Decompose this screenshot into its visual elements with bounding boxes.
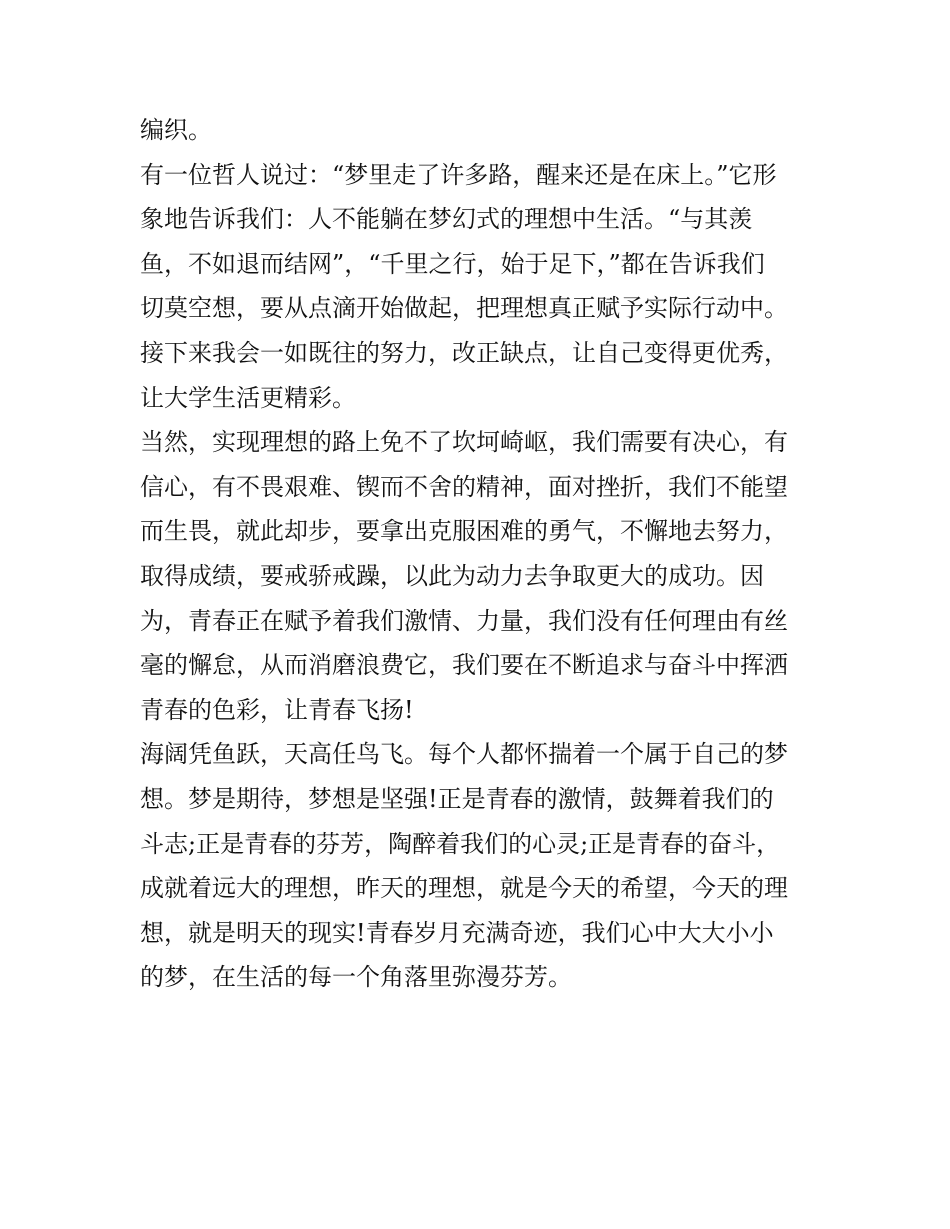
text-line: 而生畏，就此却步，要拿出克服困难的勇气，不懈地去努力， <box>140 517 788 546</box>
text-line: 青春的色彩，让青春飞扬! <box>140 695 414 724</box>
text-line: 的梦，在生活的每一个角落里弥漫芬芳。 <box>140 963 572 992</box>
text-line: 海阔凭鱼跃，天高任鸟飞。每个人都怀揣着一个属于自己的梦 <box>140 740 788 769</box>
text-line: 象地告诉我们：人不能躺在梦幻式的理想中生活。“与其羡 <box>140 205 753 234</box>
text-line: 鱼，不如退而结网”，“千里之行，始于足下，”都在告诉我们 <box>140 249 765 278</box>
text-line: 斗志;正是青春的芬芳，陶醉着我们的心灵;正是青春的奋斗， <box>140 829 781 858</box>
text-line: 编织。 <box>140 116 212 144</box>
text-line: 成就着远大的理想，昨天的理想，就是今天的希望，今天的理 <box>140 874 788 903</box>
text-line: 信心，有不畏艰难、锲而不舍的精神，面对挫折，我们不能望 <box>140 472 788 501</box>
text-line: 想，就是明天的现实!青春岁月充满奇迹，我们心中大大小小 <box>140 918 774 947</box>
text-line: 为，青春正在赋予着我们激情、力量，我们没有任何理由有丝 <box>140 606 788 635</box>
text-line: 接下来我会一如既往的努力，改正缺点，让自己变得更优秀， <box>140 338 788 367</box>
text-line: 让大学生活更精彩。 <box>140 383 356 412</box>
text-line: 取得成绩，要戒骄戒躁，以此为动力去争取更大的成功。因 <box>140 561 764 590</box>
body-text <box>140 108 816 1000</box>
text-line: 有一位哲人说过：“梦里走了许多路，醒来还是在床上。”它形 <box>140 160 777 189</box>
text-line: 切莫空想，要从点滴开始做起，把理想真正赋予实际行动中。 <box>140 294 788 323</box>
text-line: 想。梦是期待，梦想是坚强!正是青春的激情，鼓舞着我们的 <box>140 784 774 813</box>
text-line: 毫的懈怠，从而消磨浪费它，我们要在不断追求与奋斗中挥洒 <box>140 651 788 680</box>
text-line: 当然，实现理想的路上免不了坎坷崎岖，我们需要有决心，有 <box>140 428 788 457</box>
